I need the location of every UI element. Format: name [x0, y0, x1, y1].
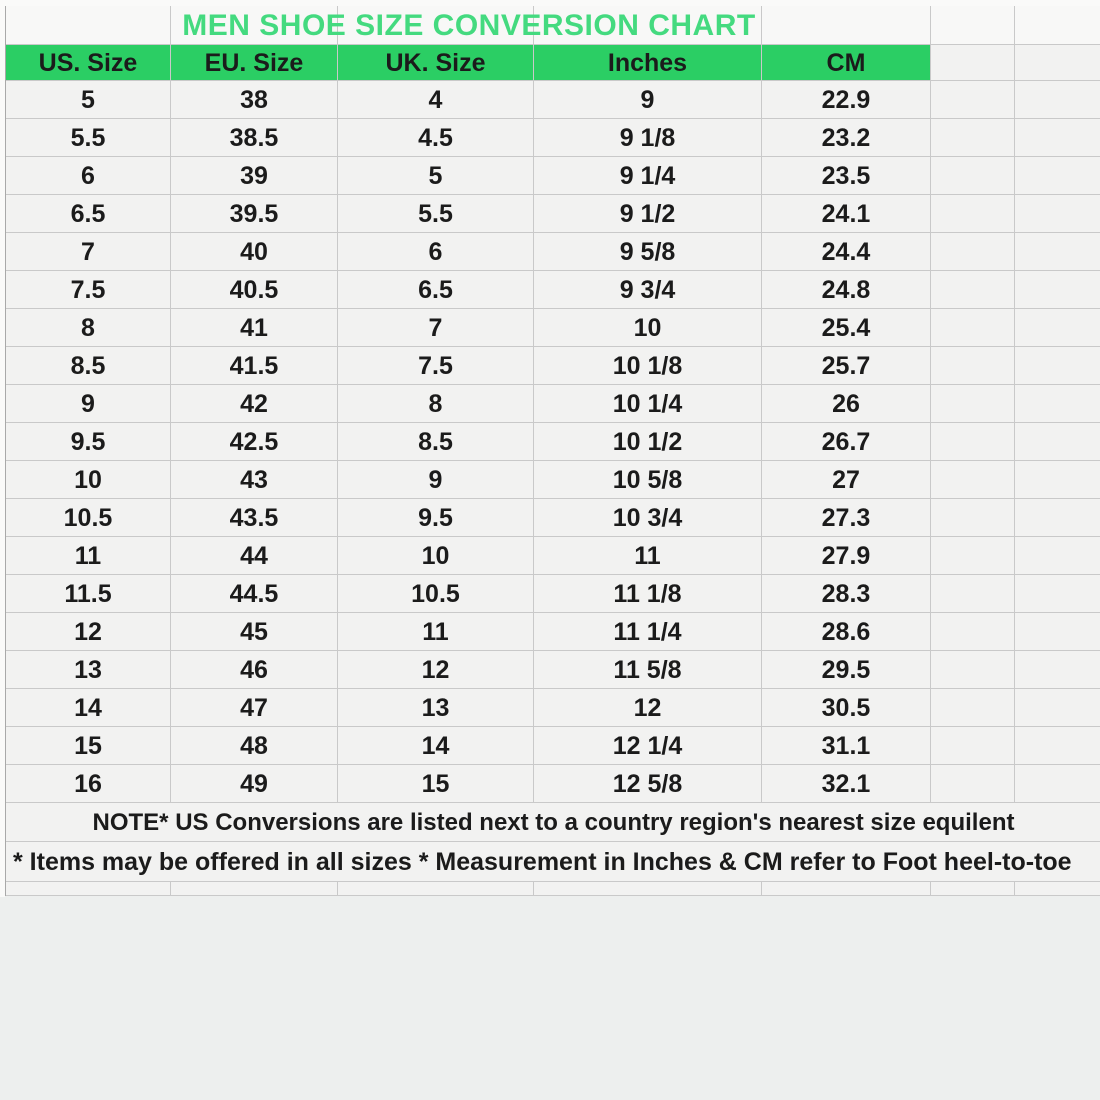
cell-cm: 24.4	[762, 233, 931, 271]
empty-cell	[931, 233, 1015, 271]
cell-cm: 23.2	[762, 119, 931, 157]
cell-eu-size: 46	[171, 651, 338, 689]
empty-cell	[1015, 613, 1100, 651]
cell-us-size: 12	[6, 613, 171, 651]
cell-eu-size: 39.5	[171, 195, 338, 233]
empty-cell	[1015, 81, 1100, 119]
cell-uk-size: 9.5	[338, 499, 534, 537]
title-row	[6, 6, 1100, 45]
cell-inches: 10 5/8	[534, 461, 762, 499]
cell-cm: 32.1	[762, 765, 931, 803]
cell-cm: 27.3	[762, 499, 931, 537]
cell-us-size: 15	[6, 727, 171, 765]
empty-cell	[1015, 499, 1100, 537]
cell-uk-size: 14	[338, 727, 534, 765]
cell-eu-size: 38	[171, 81, 338, 119]
cell-us-size: 16	[6, 765, 171, 803]
column-header-cm: CM	[762, 45, 931, 81]
cell-eu-size: 49	[171, 765, 338, 803]
cell-inches: 10 3/4	[534, 499, 762, 537]
empty-cell	[1015, 537, 1100, 575]
empty-cell	[931, 157, 1015, 195]
table-body	[6, 81, 1100, 803]
empty-cell	[1015, 575, 1100, 613]
cell-uk-size: 4.5	[338, 119, 534, 157]
empty-cell	[931, 81, 1015, 119]
cell-uk-size: 10	[338, 537, 534, 575]
cell-us-size: 6	[6, 157, 171, 195]
table-row	[6, 537, 1100, 575]
cell-cm: 25.7	[762, 347, 931, 385]
cell-cm: 27	[762, 461, 931, 499]
column-header-uk-size: UK. Size	[338, 45, 534, 81]
table-row	[6, 727, 1100, 765]
empty-cell	[931, 6, 1015, 45]
table-row	[6, 461, 1100, 499]
table-row	[6, 233, 1100, 271]
empty-cell	[931, 765, 1015, 803]
empty-cell	[931, 195, 1015, 233]
table-row	[6, 385, 1100, 423]
empty-cell	[931, 461, 1015, 499]
cell-us-size: 5	[6, 81, 171, 119]
conversion-table	[5, 6, 1100, 896]
cell-us-size: 10	[6, 461, 171, 499]
cell-eu-size: 42	[171, 385, 338, 423]
empty-cell	[931, 347, 1015, 385]
cell-inches: 9 1/4	[534, 157, 762, 195]
table-row	[6, 271, 1100, 309]
cell-inches: 10 1/4	[534, 385, 762, 423]
cell-us-size: 5.5	[6, 119, 171, 157]
cell-cm: 28.3	[762, 575, 931, 613]
cell-eu-size: 41	[171, 309, 338, 347]
cell-cm: 24.8	[762, 271, 931, 309]
note-row-1	[6, 803, 1100, 842]
empty-cell	[1015, 727, 1100, 765]
page-title: MEN SHOE SIZE CONVERSION CHART	[182, 9, 756, 42]
note-row-2	[6, 842, 1100, 882]
cell-cm: 24.1	[762, 195, 931, 233]
cell-inches: 12 1/4	[534, 727, 762, 765]
cell-cm: 26	[762, 385, 931, 423]
empty-cell	[931, 575, 1015, 613]
cell-uk-size: 6.5	[338, 271, 534, 309]
cell-uk-size: 11	[338, 613, 534, 651]
cell-inches: 11 1/4	[534, 613, 762, 651]
column-header-inches: Inches	[534, 45, 762, 81]
cell-eu-size: 43	[171, 461, 338, 499]
empty-cell	[1015, 309, 1100, 347]
empty-cell	[338, 882, 534, 896]
empty-cell	[1015, 195, 1100, 233]
empty-cell	[931, 271, 1015, 309]
cell-eu-size: 45	[171, 613, 338, 651]
cell-cm: 31.1	[762, 727, 931, 765]
cell-cm: 29.5	[762, 651, 931, 689]
empty-cell	[1015, 45, 1100, 81]
empty-cell	[931, 613, 1015, 651]
cell-eu-size: 38.5	[171, 119, 338, 157]
cell-uk-size: 15	[338, 765, 534, 803]
cell-uk-size: 8	[338, 385, 534, 423]
cell-uk-size: 4	[338, 81, 534, 119]
cell-uk-size: 10.5	[338, 575, 534, 613]
table-row	[6, 157, 1100, 195]
empty-cell	[931, 651, 1015, 689]
empty-cell	[1015, 461, 1100, 499]
table-row	[6, 613, 1100, 651]
table-row	[6, 499, 1100, 537]
cell-uk-size: 8.5	[338, 423, 534, 461]
empty-cell	[931, 537, 1015, 575]
cell-us-size: 11.5	[6, 575, 171, 613]
empty-cell	[931, 45, 1015, 81]
cell-inches: 10	[534, 309, 762, 347]
empty-cell	[931, 309, 1015, 347]
empty-cell	[1015, 6, 1100, 45]
empty-cell	[931, 882, 1015, 896]
header-row	[6, 45, 1100, 81]
table-row	[6, 81, 1100, 119]
table-row	[6, 765, 1100, 803]
note-text-1: NOTE* US Conversions are listed next to a country region's nearest size equilent	[6, 803, 1100, 842]
empty-cell	[1015, 689, 1100, 727]
empty-cell	[1015, 385, 1100, 423]
empty-cell	[931, 499, 1015, 537]
cell-inches: 9 3/4	[534, 271, 762, 309]
cell-inches: 9 1/2	[534, 195, 762, 233]
cell-us-size: 8.5	[6, 347, 171, 385]
cell-inches: 10 1/2	[534, 423, 762, 461]
cell-inches: 11	[534, 537, 762, 575]
empty-cell	[931, 727, 1015, 765]
table-row	[6, 575, 1100, 613]
cell-us-size: 13	[6, 651, 171, 689]
table-row	[6, 347, 1100, 385]
empty-cell	[1015, 765, 1100, 803]
cell-eu-size: 44.5	[171, 575, 338, 613]
empty-cell	[931, 689, 1015, 727]
cell-us-size: 7.5	[6, 271, 171, 309]
empty-cell	[762, 882, 931, 896]
cell-eu-size: 40.5	[171, 271, 338, 309]
cell-inches: 9 5/8	[534, 233, 762, 271]
empty-cell	[931, 423, 1015, 461]
cell-uk-size: 6	[338, 233, 534, 271]
table-row	[6, 309, 1100, 347]
cell-cm: 22.9	[762, 81, 931, 119]
cell-uk-size: 5	[338, 157, 534, 195]
cell-uk-size: 5.5	[338, 195, 534, 233]
empty-cell	[1015, 423, 1100, 461]
table-row	[6, 651, 1100, 689]
cell-uk-size: 7	[338, 309, 534, 347]
cell-eu-size: 42.5	[171, 423, 338, 461]
cell-eu-size: 43.5	[171, 499, 338, 537]
table-row	[6, 119, 1100, 157]
cell-cm: 26.7	[762, 423, 931, 461]
cell-cm: 28.6	[762, 613, 931, 651]
table-row	[6, 689, 1100, 727]
cell-us-size: 9.5	[6, 423, 171, 461]
cell-eu-size: 39	[171, 157, 338, 195]
table-row	[6, 423, 1100, 461]
empty-cell	[1015, 157, 1100, 195]
cell-uk-size: 9	[338, 461, 534, 499]
cell-uk-size: 7.5	[338, 347, 534, 385]
cell-inches: 9	[534, 81, 762, 119]
cell-inches: 11 1/8	[534, 575, 762, 613]
stub-row	[6, 882, 1100, 896]
cell-inches: 11 5/8	[534, 651, 762, 689]
cell-us-size: 9	[6, 385, 171, 423]
cell-us-size: 11	[6, 537, 171, 575]
empty-cell	[534, 882, 762, 896]
cell-eu-size: 40	[171, 233, 338, 271]
cell-cm: 27.9	[762, 537, 931, 575]
empty-cell	[1015, 233, 1100, 271]
column-header-eu-size: EU. Size	[171, 45, 338, 81]
empty-cell	[1015, 651, 1100, 689]
cell-eu-size: 48	[171, 727, 338, 765]
empty-cell	[1015, 271, 1100, 309]
cell-eu-size: 44	[171, 537, 338, 575]
cell-us-size: 8	[6, 309, 171, 347]
cell-inches: 12 5/8	[534, 765, 762, 803]
cell-uk-size: 12	[338, 651, 534, 689]
cell-cm: 30.5	[762, 689, 931, 727]
empty-cell	[931, 119, 1015, 157]
empty-cell	[1015, 882, 1100, 896]
cell-us-size: 10.5	[6, 499, 171, 537]
cell-inches: 10 1/8	[534, 347, 762, 385]
cell-uk-size: 13	[338, 689, 534, 727]
note-text-2: * Items may be offered in all sizes * Measurement in Inches & CM refer to Foot heel-to-toe	[6, 842, 1100, 882]
cell-inches: 9 1/8	[534, 119, 762, 157]
empty-cell	[171, 882, 338, 896]
cell-us-size: 7	[6, 233, 171, 271]
empty-cell	[6, 882, 171, 896]
column-header-us-size: US. Size	[6, 45, 171, 81]
cell-us-size: 6.5	[6, 195, 171, 233]
cell-us-size: 14	[6, 689, 171, 727]
cell-inches: 12	[534, 689, 762, 727]
empty-cell	[1015, 119, 1100, 157]
cell-eu-size: 47	[171, 689, 338, 727]
empty-cell	[931, 385, 1015, 423]
cell-cm: 25.4	[762, 309, 931, 347]
table-row	[6, 195, 1100, 233]
empty-cell	[1015, 347, 1100, 385]
cell-eu-size: 41.5	[171, 347, 338, 385]
cell-cm: 23.5	[762, 157, 931, 195]
